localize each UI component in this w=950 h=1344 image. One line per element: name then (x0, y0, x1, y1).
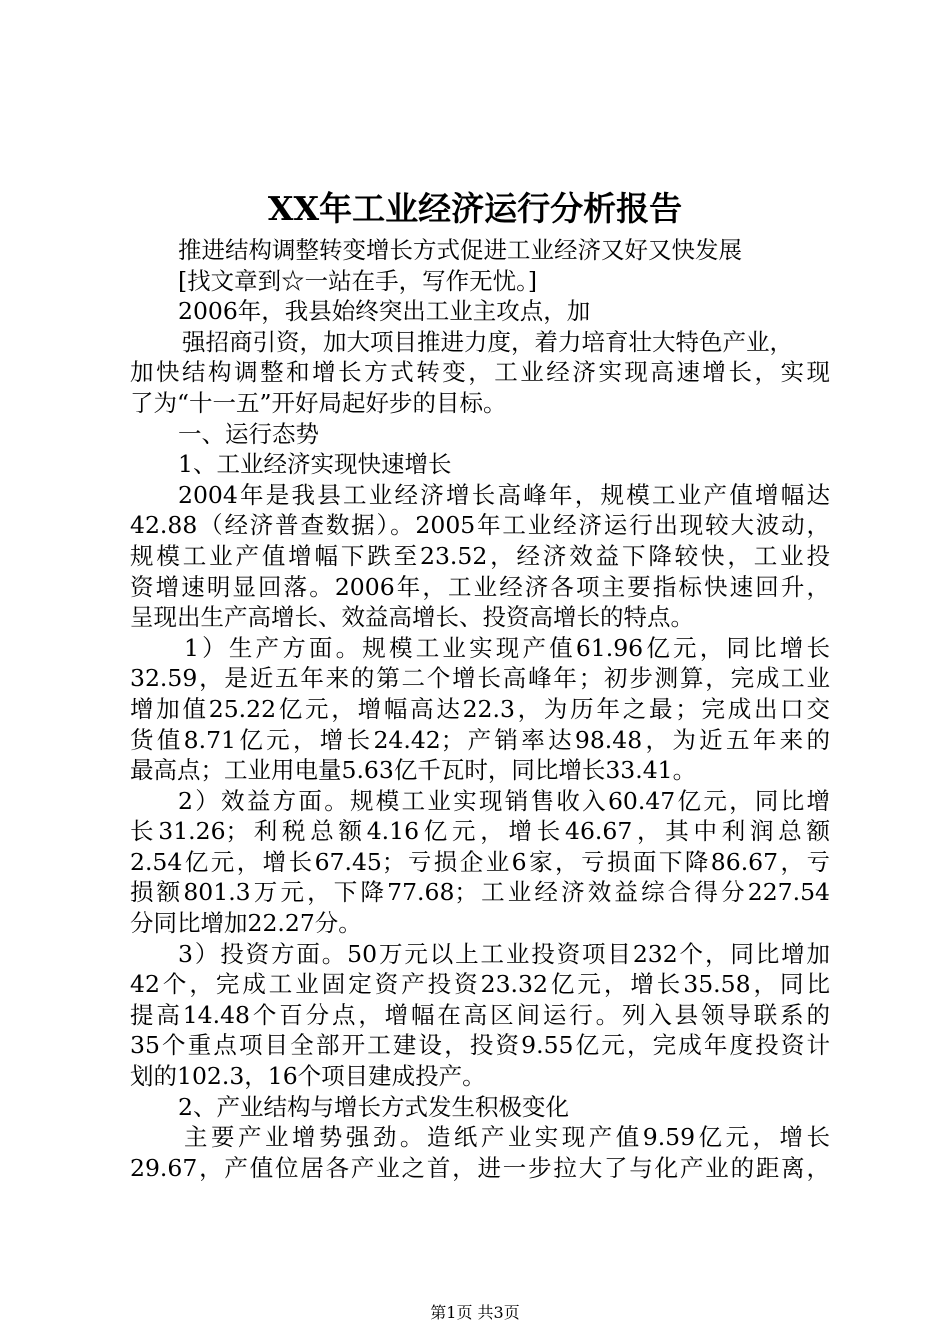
subtitle-line: 推进结构调整转变增长方式促进工业经济又好又快发展 (178, 236, 742, 264)
body-line: 32.59，是近五年来的第二个增长高峰年；初步测算，完成工业 (130, 664, 830, 693)
body-line: 1）生产方面。规模工业实现产值61.96亿元，同比增长 (184, 633, 830, 662)
body-line: 呈现出生产高增长、效益高增长、投资高增长的特点。 (130, 603, 694, 632)
body-line: 35个重点项目全部开工建设，投资9.55亿元，完成年度投资计 (130, 1031, 830, 1060)
body-line: 货值8.71亿元，增长24.42；产销率达98.48，为近五年来的 (130, 725, 830, 754)
body-line: [找文章到☆一站在手，写作无忧。] (178, 266, 538, 295)
body-line: 划的102.3，16个项目建成投产。 (130, 1062, 486, 1091)
body-line: 最高点；工业用电量5.63亿千瓦时，同比增长33.41。 (130, 756, 697, 785)
body-line: 损额801.3万元，下降77.68；工业经济效益综合得分227.54 (130, 878, 830, 907)
section-heading: 一、运行态势 (178, 419, 319, 448)
body-line: 3）投资方面。50万元以上工业投资项目232个，同比增加 (178, 939, 830, 968)
body-line: 29.67，产值位居各产业之首，进一步拉大了与化产业的距离， (130, 1153, 830, 1182)
body-line: 分同比增加22.27分。 (130, 909, 362, 938)
body-line: 规模工业产值增幅下跌至23.52，经济效益下降较快，工业投 (130, 541, 830, 570)
body-line: 长31.26；利税总额4.16亿元，增长46.67，其中利润总额 (130, 817, 830, 846)
body-line: 增加值25.22亿元，增幅高达22.3，为历年之最；完成出口交 (130, 694, 830, 723)
body-line: 2006年，我县始终突出工业主攻点，加 (178, 297, 591, 326)
body-line: 2004年是我县工业经济增长高峰年，规模工业产值增幅达 (178, 480, 830, 509)
subsection-heading: 1、工业经济实现快速增长 (178, 450, 452, 479)
body-line: 强招商引资，加大项目推进力度，着力培育壮大特色产业， (182, 327, 793, 356)
body-line: 了为“十一五”开好局起好步的目标。 (130, 388, 507, 417)
body-line: 资增速明显回落。2006年，工业经济各项主要指标快速回升， (130, 572, 830, 601)
page-footer: 第1页 共3页 (430, 1303, 520, 1322)
body-line: 42.88（经济普查数据）。2005年工业经济运行出现较大波动， (130, 511, 830, 540)
body-line: 2.54亿元，增长67.45；亏损企业6家，亏损面下降86.67，亏 (130, 847, 830, 876)
page-title: XX年工业经济运行分析报告 (267, 189, 683, 228)
body-line: 主要产业增势强劲。造纸产业实现产值9.59亿元，增长 (184, 1123, 830, 1152)
document-body (130, 235, 830, 1183)
body-line: 提高14.48个百分点，增幅在高区间运行。列入县领导联系的 (130, 1000, 830, 1029)
body-line: 2）效益方面。规模工业实现销售收入60.47亿元，同比增 (178, 786, 830, 815)
body-line: 加快结构调整和增长方式转变，工业经济实现高速增长，实现 (130, 358, 830, 387)
body-line: 42个，完成工业固定资产投资23.32亿元，增长35.58，同比 (130, 970, 830, 999)
subsection-heading: 2、产业结构与增长方式发生积极变化 (178, 1092, 569, 1121)
